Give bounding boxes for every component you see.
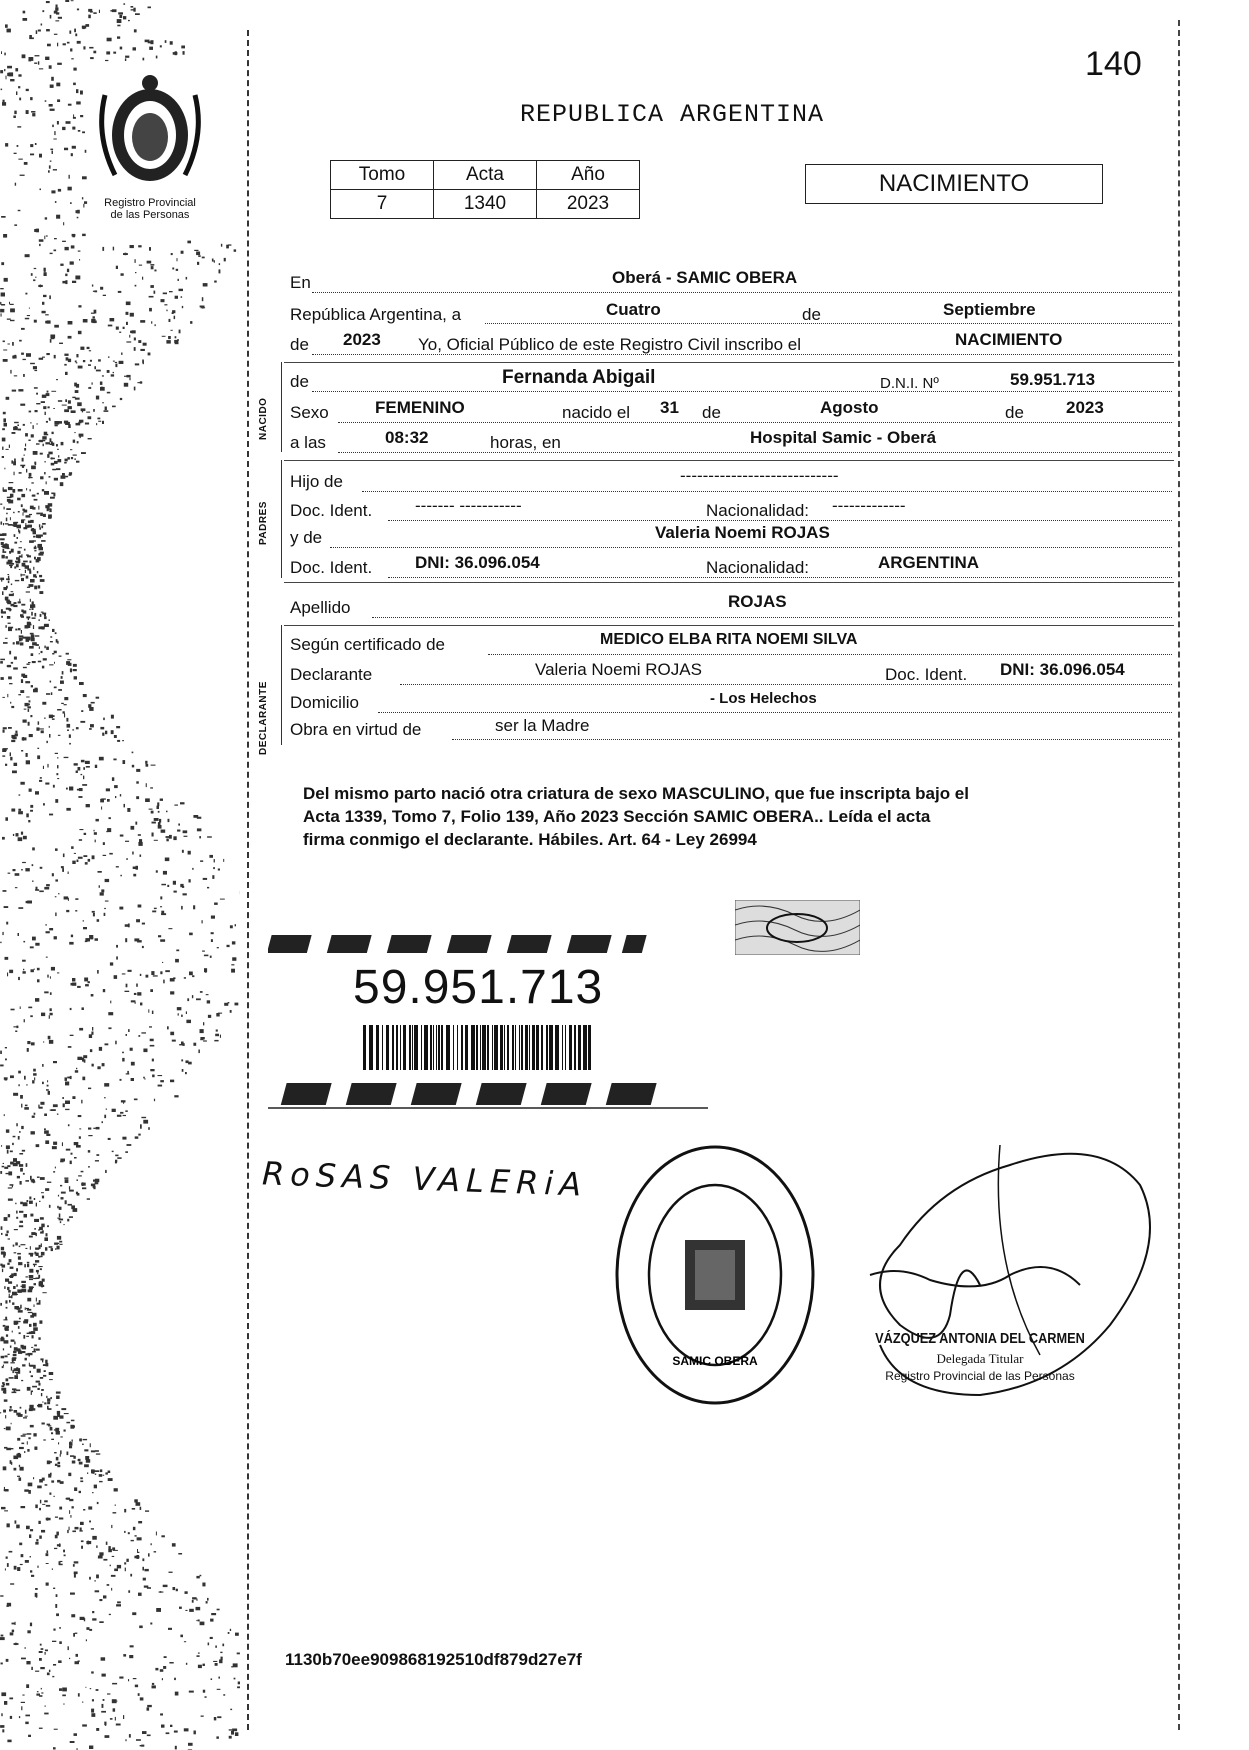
decl-doc-value: DNI: 36.096.054 <box>1000 660 1125 679</box>
sexo-value: FEMENINO <box>375 398 465 417</box>
month-value: Septiembre <box>943 300 1036 319</box>
place-value: Hospital Samic - Oberá <box>750 428 937 447</box>
security-hologram-icon <box>735 900 860 955</box>
note-line-2: Acta 1339, Tomo 7, Folio 139, Año 2023 Sección SAMIC OBERA.. Leída el acta <box>303 807 931 826</box>
doc1-value: ------- ----------- <box>415 496 522 515</box>
signer-name: VÁZQUEZ ANTONIA DEL CARMEN <box>875 1330 1085 1347</box>
birth-month: Agosto <box>820 398 879 417</box>
signer-role: Delegada Titular <box>936 1351 1024 1366</box>
doc2-label: Doc. Ident. <box>290 558 373 577</box>
anio-value: 2023 <box>537 190 640 219</box>
year-label: de <box>290 335 309 354</box>
nac1-label: Nacionalidad: <box>706 501 810 520</box>
obra-value: ser la Madre <box>495 716 590 735</box>
domicilio-label: Domicilio <box>290 693 359 712</box>
note-line-1: Del mismo parto nació otra criatura de sexo MASCULINO, que fue inscripta bajo el <box>303 784 969 803</box>
nac2-label: Nacionalidad: <box>706 558 810 577</box>
barcode-icon <box>363 1025 593 1070</box>
day-value: Cuatro <box>606 300 661 319</box>
signer-office: Registro Provincial de las Personas <box>885 1369 1075 1383</box>
hash-code: 1130b70ee909868192510df879d27e7f <box>285 1650 582 1669</box>
sticker-number: 59.951.713 <box>353 961 604 1014</box>
official-seal-icon <box>610 1140 820 1410</box>
logo-caption-1: Registro Provincial <box>104 197 196 209</box>
declarante-side-label: DECLARANTE <box>258 681 269 755</box>
mother-value: Valeria Noemi ROJAS <box>655 523 830 542</box>
domicilio-value: - Los Helechos <box>710 690 817 707</box>
note-line-3: firma conmigo el declarante. Hábiles. Art. 64 - Ley 26994 <box>303 830 757 849</box>
hijo-value: ---------------------------- <box>680 466 839 485</box>
declarante-label: Declarante <box>290 665 373 684</box>
doc2-value: DNI: 36.096.054 <box>415 553 540 572</box>
padres-side-label: PADRES <box>258 501 269 545</box>
dni-label: D.N.I. Nº <box>880 375 939 392</box>
year-value: 2023 <box>343 330 381 349</box>
hora-label: a las <box>290 433 326 452</box>
page-number: 140 <box>1085 45 1142 83</box>
cert-label: Según certificado de <box>290 635 445 654</box>
country-title: REPUBLICA ARGENTINA <box>520 100 825 129</box>
nacido-label: nacido el <box>562 403 631 422</box>
en-label: En <box>290 273 311 292</box>
obra-label: Obra en virtud de <box>290 720 422 739</box>
birth-de2: de <box>1005 403 1024 422</box>
nac1-value: ------------- <box>832 496 906 515</box>
dni-value: 59.951.713 <box>1010 370 1096 389</box>
decl-doc-label: Doc. Ident. <box>885 665 968 684</box>
name-value: Fernanda Abigail <box>502 367 656 388</box>
de-label: de <box>802 305 821 324</box>
apellido-value: ROJAS <box>728 592 787 611</box>
acta-header: Acta <box>434 161 537 190</box>
svg-text:SAMIC OBERA: SAMIC OBERA <box>672 1354 758 1368</box>
coat-of-arms-icon <box>95 75 205 190</box>
anio-header: Año <box>537 161 640 190</box>
sticker-top-pattern-icon <box>268 930 713 960</box>
tomo-header: Tomo <box>331 161 434 190</box>
hijo-label: Hijo de <box>290 472 343 491</box>
record-table <box>330 160 640 219</box>
declarante-value: Valeria Noemi ROJAS <box>535 660 702 679</box>
republica-label: República Argentina, a <box>290 305 462 324</box>
right-border <box>1178 20 1180 1730</box>
nacido-side-label: NACIDO <box>258 397 269 440</box>
doc1-label: Doc. Ident. <box>290 501 373 520</box>
logo-caption-2: de las Personas <box>110 209 190 221</box>
note-paragraph <box>303 782 1173 851</box>
inscribo-value: NACIMIENTO <box>955 330 1063 349</box>
horas-label: horas, en <box>490 433 561 452</box>
acta-value: 1340 <box>434 190 537 219</box>
yde-label: y de <box>290 528 323 547</box>
dni-barcode-sticker <box>268 930 713 1120</box>
birth-year: 2023 <box>1066 398 1104 417</box>
en-value: Oberá - SAMIC OBERA <box>612 268 798 287</box>
sticker-bottom-pattern-icon <box>268 1078 713 1110</box>
birth-de1: de <box>702 403 721 422</box>
provincial-logo <box>95 75 205 221</box>
apellido-label: Apellido <box>290 598 351 617</box>
nac2-value: ARGENTINA <box>878 553 980 572</box>
cert-value: MEDICO ELBA RITA NOEMI SILVA <box>600 631 858 648</box>
hora-value: 08:32 <box>385 428 429 447</box>
handwritten-name: RoSAS VALERiA <box>261 1154 588 1204</box>
name-label: de <box>290 372 309 391</box>
sexo-label: Sexo <box>290 403 329 422</box>
oficial-text: Yo, Oficial Público de este Registro Civil inscribo el <box>418 335 801 354</box>
left-border <box>247 30 249 1730</box>
tomo-value: 7 <box>331 190 434 219</box>
record-type-box: NACIMIENTO <box>805 164 1103 204</box>
signature-block <box>855 1330 1105 1383</box>
birth-day: 31 <box>660 398 679 417</box>
left-speckle-strip <box>0 0 240 1750</box>
